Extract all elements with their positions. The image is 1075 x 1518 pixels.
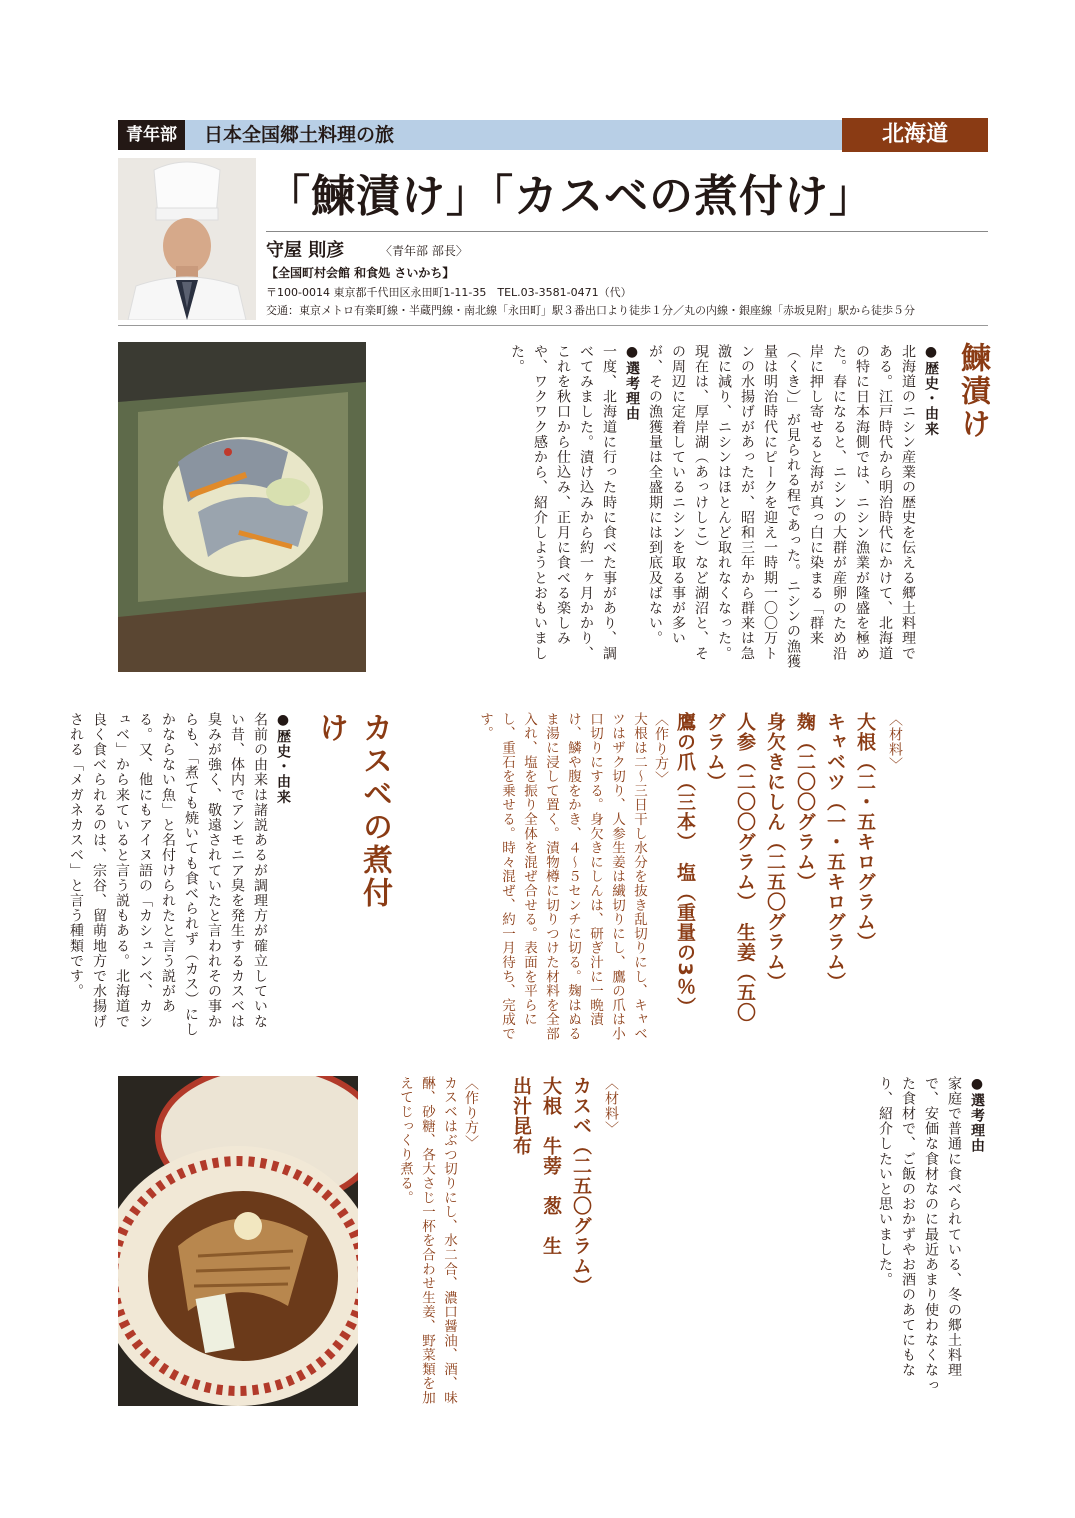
- nishin-ingredient-1: 大根（二・五キログラム）: [854, 712, 876, 952]
- nishin-ingredient-4: 身欠きにしん（二五〇グラム）: [764, 712, 786, 992]
- nishin-method: [372, 712, 672, 1042]
- nishin-zuke-photo: [118, 342, 366, 672]
- kasube-ingredient-3: 出汁昆布: [510, 1076, 532, 1156]
- kasube-reason-block: [648, 1076, 988, 1406]
- kasube-method-label: 〈作り方〉: [463, 1076, 479, 1150]
- kasube-reason-text: 家庭で普通に食べられている、冬の郷土料理で、安価な食材なのに最近あまり使わなくなった食材で、ご飯のおかずやお酒のあてにもなり、紹介したいと思いました。: [877, 1076, 962, 1394]
- kasube-ingredient-2: 大根 牛蒡 葱 生: [540, 1076, 562, 1256]
- author-role: 〈青年部 部長〉: [380, 244, 468, 258]
- nishin-method-label: 〈作り方〉: [653, 712, 669, 786]
- author-name: 守屋 則彦: [266, 240, 345, 261]
- nishin-history-heading: ●歴史・由来: [923, 344, 939, 437]
- series-title: 日本全国郷土料理の旅: [204, 124, 395, 146]
- kasube-history-text: 名前の由来は諸説あるが調理方が確立していない昔、体内でアンモニア臭を発生するカスベは臭みが強く、敬遠されていたと言われその事からも、「煮ても焼いても食べられず（カス）にしかならない魚」と名付けられたと言う説がある。又、他にもアイヌ語の「カシュンベ、カシュベ」から来ていると言う説もある。北海道で良く食べられるのは、宗谷、留萌地方で水揚げされる「メガネカスベ」と言う種類です。: [68, 712, 268, 1038]
- title-rule: [266, 231, 988, 232]
- venue-address: 〒100-0014 東京都千代田区永田町1-11-35 TEL.03-3581-0471（代）: [266, 286, 632, 299]
- nishin-reason-heading: ●選考理由: [624, 344, 640, 422]
- kasube-ingredient-1: カスベ（二五〇グラム）: [570, 1076, 592, 1296]
- nishin-body: [376, 344, 942, 674]
- chef-photo: [118, 158, 256, 320]
- nishin-ingredients-label: 〈材料〉: [887, 712, 903, 772]
- nishin-ingredient-2: キャベツ（一・五キログラム）: [824, 712, 846, 992]
- kasube-method-text: カスベはぶつ切りにし、水二合、濃口醤油、酒、味醂、砂糖、各大さじ一杯を合わせ生姜、野菜類を加えてじっくり煮る。: [397, 1076, 457, 1405]
- nishin-dish-title: 鰊漬け: [955, 342, 990, 441]
- nishin-ingredient-6: 鷹の爪（三本） 塩（重量の3％）: [674, 712, 696, 1017]
- header-separator: [118, 325, 988, 326]
- kasube-ingredients: [506, 1076, 626, 1406]
- nishin-history-text: 北海道のニシン産業の歴史を伝える郷土料理である。江戸時代から明治時代にかけて、北海道の特に日本海側では、ニシン漁業が隆盛を極めた。春になると、ニシンの大群が産卵のため沿岸に押し寄せると海が真っ白に染まる「群来（くき）」が見られる程であった。ニシンの漁獲量は明治時代にピークを迎え一時期一〇〇万トンの水揚げがあったが、昭和三年から群来は急激に減り、ニシンはほとんど取れなくなった。現在は、厚岸湖（あっけしこ）など湖沼と、その周辺に定着しているニシンを取る事が多いが、その漁獲量は全盛期には到底及ばない。: [647, 344, 916, 670]
- kasube-photo: [118, 1076, 358, 1406]
- nishin-ingredient-3: 麹（二〇〇グラム）: [794, 712, 816, 892]
- kasube-dish-title: カスベの煮付け: [313, 712, 392, 910]
- nishin-ingredients: [674, 712, 910, 1042]
- kasube-reason-heading: ●選考理由: [969, 1076, 985, 1154]
- kasube-history-heading: ●歴史・由来: [275, 712, 291, 805]
- venue-name: 【全国町村会館 和食処 さいかち】: [266, 266, 455, 280]
- kasube-ingredients-label: 〈材料〉: [603, 1076, 619, 1136]
- page-title: 「鰊漬け」「カスベの煮付け」: [266, 171, 874, 222]
- venue-access: 交通：東京メトロ有楽町線・半蔵門線・南北線「永田町」駅３番出口より徒歩１分／丸の内線・銀座線「赤坂見附」駅から徒歩５分: [266, 304, 915, 317]
- nishin-reason-text: 一度、北海道に行った時に食べた事があり、調べてみました。漬け込みから約一ヶ月かかり、これを秋口から仕込み、正月に食べる楽しみや、ワクワク感から、紹介しようとおもいました。: [509, 344, 617, 662]
- nishin-ingredient-5: 人参（二〇〇グラム） 生姜（五〇グラム）: [704, 712, 756, 1023]
- category-label: 青年部: [118, 120, 185, 150]
- region-label: 北海道: [842, 118, 988, 152]
- nishin-method-text: 大根は二〜三日干し水分を抜き乱切りにし、キャベツはザク切り、人参生姜は繊切りにし、鷹の爪は小口切りにする。身欠きにしんは、研ぎ汁に一晩漬け、鱗や腹をかき、４〜５センチに切る。麹はぬるま湯に浸して置く。漬物樽に切りつけた材料を全部入れ、塩を振り全体を混ぜ合せる。表面を平らにし、重石を乗せる。時々混ぜ、約一月待ち、完成です。: [477, 712, 647, 1041]
- kasube-method: [372, 1076, 482, 1406]
- kasube-history-block-1: [68, 712, 294, 1042]
